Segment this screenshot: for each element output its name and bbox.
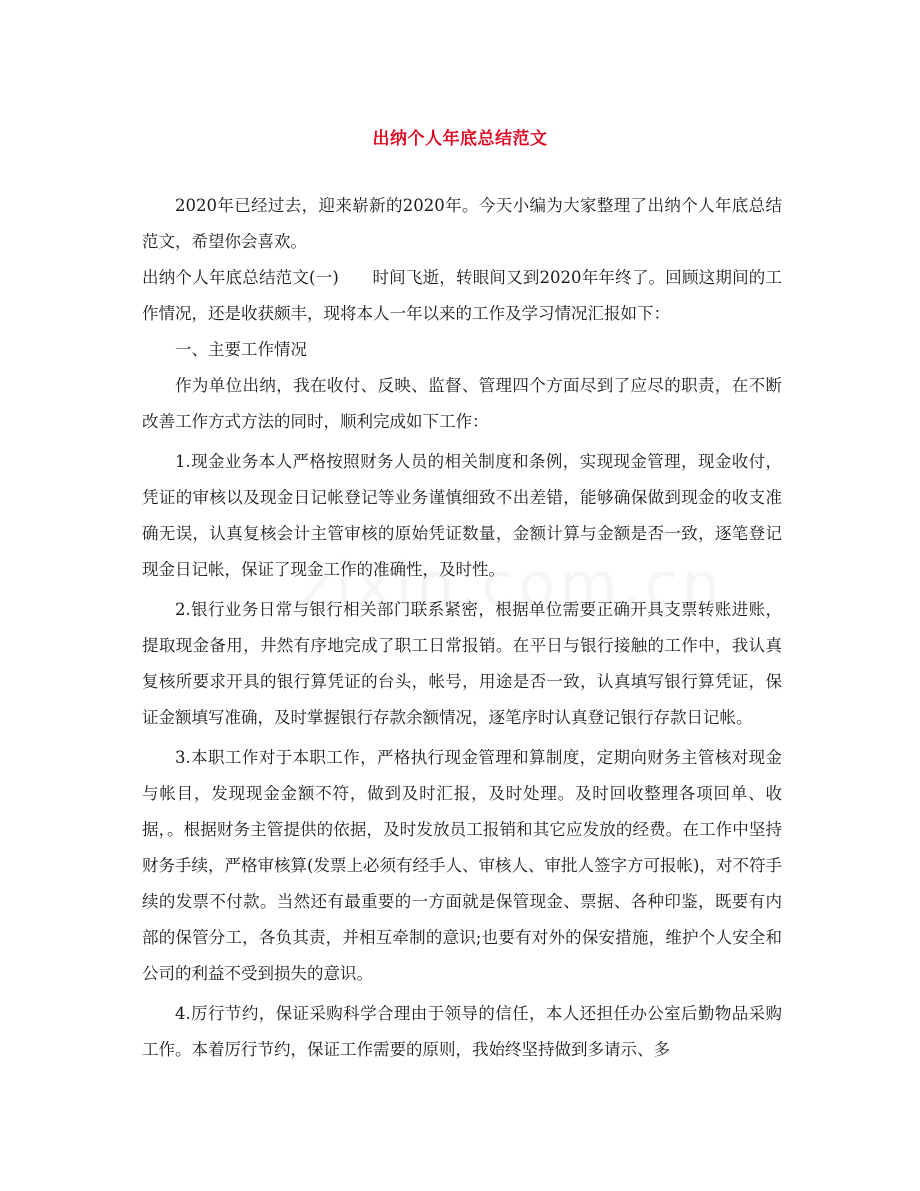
document-body (142, 188, 782, 1068)
document-title: 出纳个人年底总结范文 (372, 129, 548, 149)
paragraph-intro: 2020年已经过去，迎来崭新的2020年。今天小编为大家整理了出纳个人年底总结范文，希望你会喜欢。 (142, 196, 782, 251)
paragraph-item-2: 2.银行业务日常与银行相关部门联系紧密，根据单位需要正确开具支票转账进账，提取现金备用，井然有序地完成了职工日常报销。在平日与银行接触的工作中，我认真复核所要求开具的银行算凭证的台头，帐号，用途是否一致，认真填写银行算凭证，保证金额填写准确，及时掌握银行存款余额情况，逐笔序时认真登记银行存款日记帐。 (142, 600, 782, 727)
heading-main-work: 一、主要工作情况 (175, 340, 307, 359)
paragraph-role: 作为单位出纳，我在收付、反映、监督、管理四个方面尽到了应尽的职责，在不断改善工作方式方法的同时，顺利完成如下工作： (142, 376, 782, 431)
paragraph-item-1: 1.现金业务本人严格按照财务人员的相关制度和条例，实现现金管理，现金收付，凭证的审核以及现金日记帐登记等业务谨慎细致不出差错，能够确保做到现金的收支准确无误，认真复核会计主管审核的原始凭证数量，金额计算与金额是否一致，逐笔登记现金日记帐，保证了现金工作的准确性，及时性。 (142, 452, 782, 579)
paragraph-item-3: 3.本职工作对于本职工作，严格执行现金管理和算制度，定期向财务主管核对现金与帐目，发现现金金额不符，做到及时汇报，及时处理。及时回收整理各项回单、收据，。根据财务主管提供的依据，及时发放员工报销和其它应发放的经费。在工作中坚持财务手续，严格审核算(发票上必须有经手人、审核人、审批人签字方可报帐)，对不符手续的发票不付款。当然还有最重要的一方面就是保管现金、票据、各种印鉴，既要有内部的保管分工，各负其责，并相互牵制的意识;也要有对外的保安措施，维护个人安全和公司的利益不受到损失的意识。 (142, 748, 782, 983)
paragraph-section-one: 出纳个人年底总结范文(一) 时间飞逝，转眼间又到2020年年终了。回顾这期间的工作情况，还是收获颇丰，现将本人一年以来的工作及学习情况汇报如下： (142, 268, 782, 323)
paragraph-item-4: 4.厉行节约，保证采购科学合理由于领导的信任，本人还担任办公室后勤物品采购工作。本着厉行节约，保证工作需要的原则，我始终坚持做到多请示、多 (142, 1004, 782, 1059)
